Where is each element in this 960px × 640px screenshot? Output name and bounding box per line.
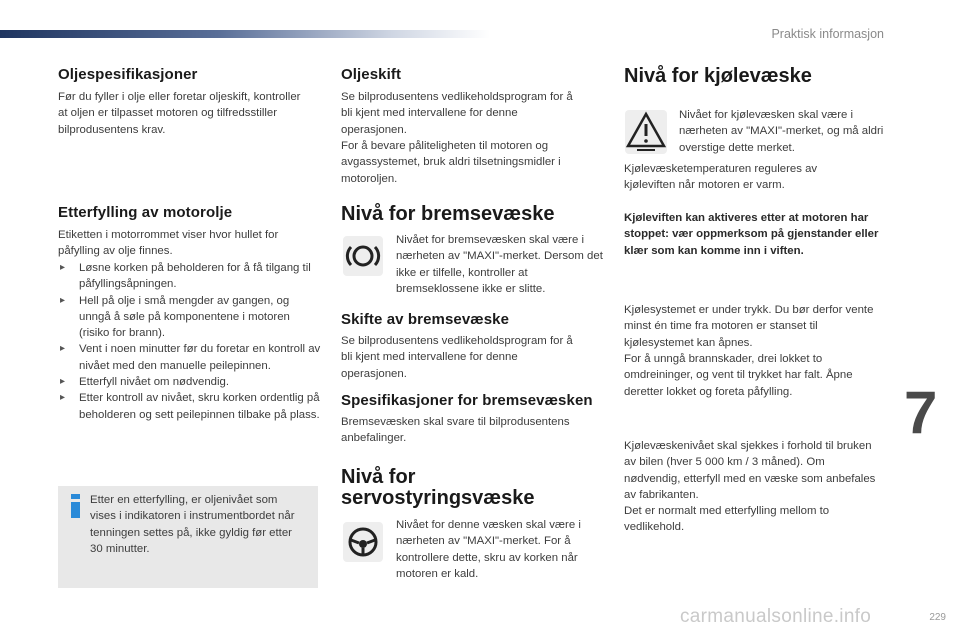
- brake-fluid-heading: Nivå for bremsevæske: [341, 203, 555, 225]
- oil-topup-heading: Etterfylling av motorolje: [58, 204, 233, 221]
- chapter-number: 7: [904, 379, 938, 446]
- oil-spec-heading: Oljespesifikasjoner: [58, 66, 198, 83]
- page-number: 229: [929, 612, 946, 623]
- pressure-text-2: For å unngå brannskader, drei lokket to omdreininger, og vent til trykket har falt. Åpne deretter lokket og foreta påfylling.: [624, 353, 853, 398]
- section-title: Praktisk informasjon: [771, 27, 884, 41]
- bullet-arrow-icon: ▸: [60, 343, 66, 355]
- list-item: ▸ Hell på olje i små mengder av gangen, og unngå å søle på komponentene i motoren (risiko for brann).: [60, 294, 290, 340]
- watermark: carmanualsonline.info: [680, 606, 872, 627]
- steering-fluid-heading-line1: Nivå for: [341, 466, 416, 488]
- steering-fluid-heading-line2: servostyringsvæske: [341, 487, 535, 509]
- brake-change-text: Se bilprodusentens vedlikeholdsprogram for å bli kjent med intervallene for denne operasjonen.: [341, 335, 573, 380]
- coolant-heading: Nivå for kjølevæske: [624, 65, 812, 87]
- list-item: ▸ Vent i noen minutter før du foretar en kontroll av nivået med den manuelle peilepinnen.: [60, 343, 321, 372]
- oil-change-text-1: Se bilprodusentens vedlikeholdsprogram for å bli kjent med intervallene for denne operasjonen.: [341, 91, 573, 136]
- fan-warning-text: Kjøleviften kan aktiveres etter at motoren har stoppet: vær oppmerksom på gjenstander eller klær som kan komme inn i viften.: [624, 212, 879, 257]
- brake-spec-heading: Spesifikasjoner for bremsevæsken: [341, 392, 593, 409]
- bullet-arrow-icon: ▸: [60, 294, 66, 306]
- oil-topup-steps: [58, 260, 322, 423]
- steering-fluid-text: Nivået for denne væsken skal være i nærheten av "MAXI"-merket. For å kontrollere dette, skru av korken når motoren er kald.: [396, 519, 581, 580]
- brake-fluid-text: Nivået for bremsevæsken skal være i nærheten av "MAXI"-merket. Dersom det ikke er tilfelle, kontroller at bremseklossene ikke er slitte.: [396, 234, 603, 295]
- info-text: Etter en etterfylling, er oljenivået som vises i indikatoren i instrumentbordet når tenningen settes på, ikke gyldig før etter 30 minutter.: [90, 494, 295, 555]
- list-item: ▸ Løsne korken på beholderen for å få tilgang til påfyllingsåpningen.: [60, 262, 311, 291]
- coolant-warning-icon: [625, 110, 667, 159]
- brake-spec-text: Bremsevæsken skal svare til bilprodusentens anbefalinger.: [341, 416, 570, 445]
- oil-change-text-2: For å bevare påliteligheten til motoren og avgassystemet, bruk aldri tilsetningsmidler i motoroljen.: [341, 140, 561, 185]
- oil-spec-text: Før du fyller i olje eller foretar oljeskift, kontroller at oljen er tilpasset motoren og tilfredsstiller bilprodusentens krav.: [58, 91, 301, 136]
- info-box: [58, 486, 318, 588]
- bullet-arrow-icon: ▸: [60, 376, 66, 388]
- coolant-check-text-2: Det er normalt med etterfylling mellom to vedlikehold.: [624, 505, 830, 534]
- coolant-text: Nivået for kjølevæsken skal være i nærheten av "MAXI"-merket, og må aldri overstige dette merket.: [679, 109, 884, 154]
- steering-wheel-icon: [343, 522, 383, 567]
- oil-topup-intro: Etiketten i motorrommet viser hvor hullet for påfylling av olje finnes.: [58, 229, 279, 258]
- brake-change-heading: Skifte av bremsevæske: [341, 311, 510, 328]
- bullet-arrow-icon: ▸: [60, 262, 66, 273]
- oil-change-heading: Oljeskift: [341, 66, 402, 83]
- header-accent-bar: [0, 30, 490, 38]
- list-item: ▸ Etter kontroll av nivået, skru korken ordentlig på beholderen og sett peilepinnen tilbake på plass.: [60, 392, 320, 421]
- info-icon: [71, 494, 80, 518]
- list-item: ▸ Etterfyll nivået om nødvendig.: [58, 374, 322, 390]
- brake-warning-icon: [343, 236, 383, 281]
- coolant-temperature-text: Kjølevæsketemperaturen reguleres av kjøleviften når motoren er varm.: [624, 163, 818, 192]
- coolant-check-text-1: Kjølevæskenivået skal sjekkes i forhold til bruken av bilen (hver 5 000 km / 3 måned). Om nødvendig, etterfyll med en væske som anbefales av fabrikanten.: [624, 440, 876, 501]
- pressure-text-1: Kjølesystemet er under trykk. Du bør derfor vente minst én time fra motoren er stanset til kjølesystemet kan åpnes.: [624, 304, 874, 349]
- bullet-arrow-icon: ▸: [60, 392, 66, 404]
